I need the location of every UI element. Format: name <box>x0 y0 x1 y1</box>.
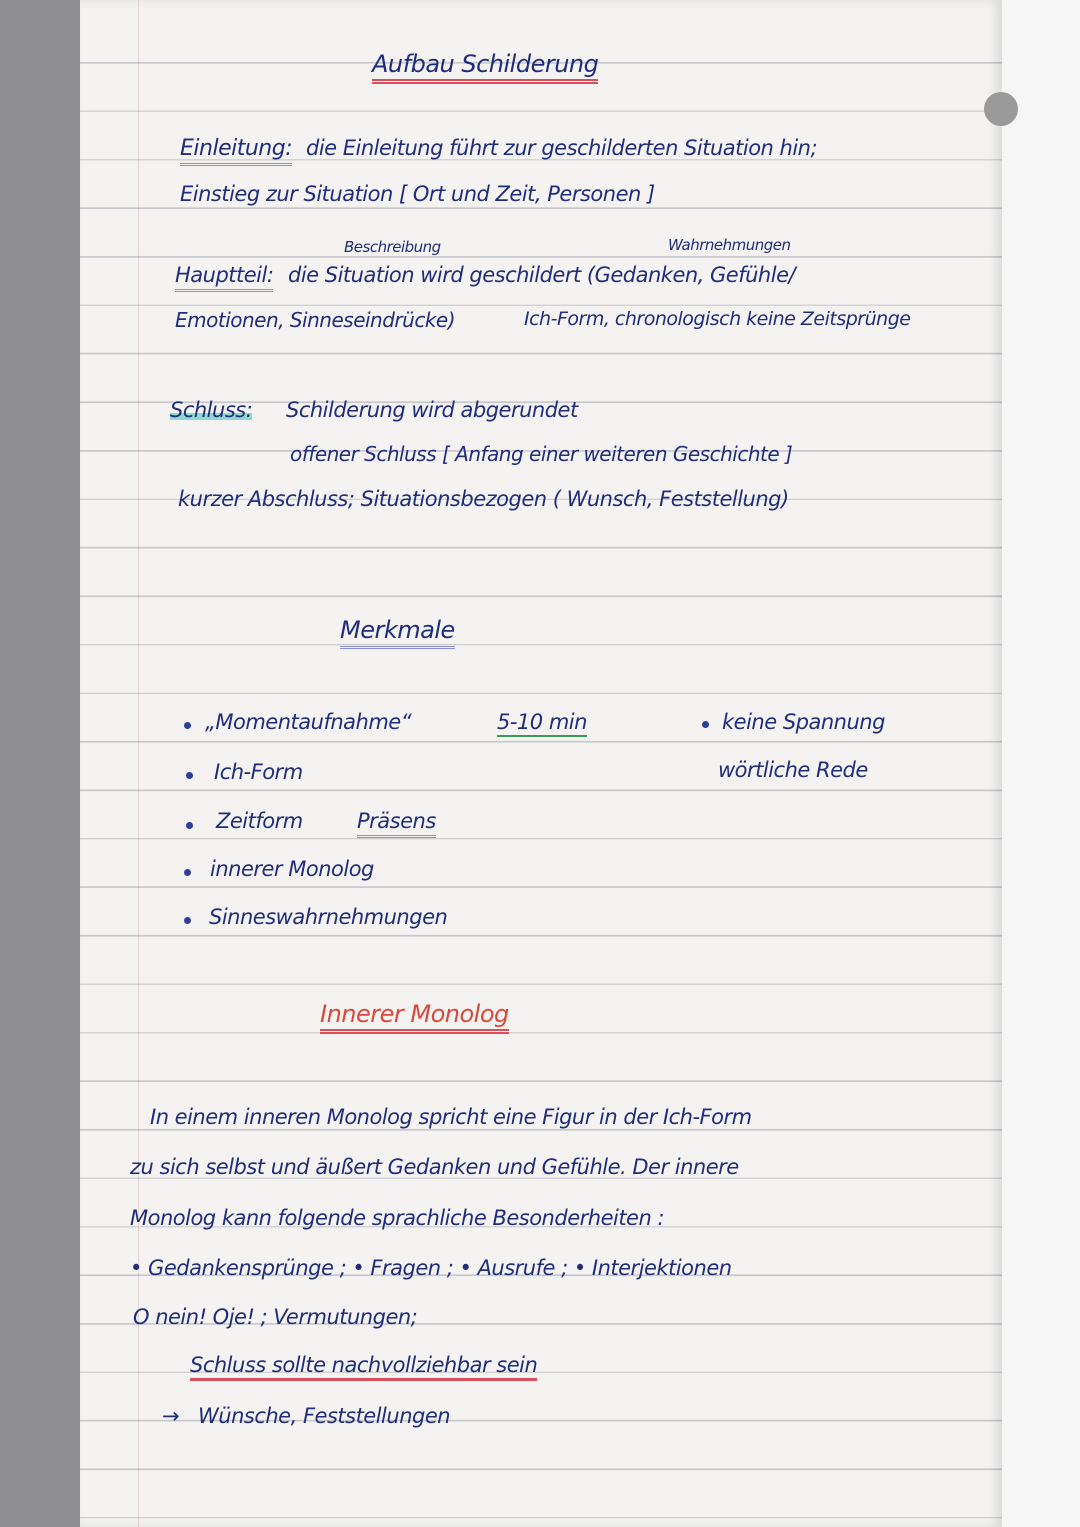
einleitung-line1: die Einleitung führt zur geschilderten Situation hin; <box>306 136 818 160</box>
merkmal-item-5: Sinneswahrnehmungen <box>209 905 448 929</box>
monolog-line5: O nein! Oje! ; Vermutungen; <box>133 1305 418 1329</box>
punch-hole <box>984 92 1018 126</box>
einleitung-line2: Einstieg zur Situation [ Ort und Zeit, Personen ] <box>180 182 655 206</box>
hauptteil-line2a: Emotionen, Sinneseindrücke) <box>175 308 456 332</box>
hauptteil-line1: die Situation wird geschildert (Gedanken, Gefühle/ <box>288 263 796 287</box>
merkmal-duration: 5-10 min <box>497 710 587 737</box>
hauptteil-label: Hauptteil: <box>175 263 273 292</box>
schluss-line3: kurzer Abschluss; Situationsbezogen ( Wunsch, Feststellung) <box>178 487 789 511</box>
bullet-icon <box>184 722 191 729</box>
merkmale-heading: Merkmale <box>340 616 455 649</box>
monolog-line2: zu sich selbst und äußert Gedanken und Gefühle. Der innere <box>130 1155 739 1179</box>
bullet-icon <box>184 917 191 924</box>
schluss-line2: offener Schluss [ Anfang einer weiteren Geschichte ] <box>290 442 793 466</box>
schluss-line1: Schilderung wird abgerundet <box>286 398 578 422</box>
page-title: Aufbau Schilderung <box>372 50 598 84</box>
merkmal-item-3: Zeitform <box>216 809 303 833</box>
monolog-line4: • Gedankensprünge ; • Fragen ; • Ausrufe ; • Interjektionen <box>130 1256 732 1280</box>
merkmal-right-2: wörtliche Rede <box>718 758 868 782</box>
bullet-icon <box>184 869 191 876</box>
merkmal-item-4: innerer Monolog <box>210 857 374 881</box>
margin-line <box>138 0 139 1527</box>
monolog-line7: Wünsche, Feststellungen <box>198 1404 451 1428</box>
merkmal-item-1: „Momentaufnahme“ <box>205 710 412 734</box>
hauptteil-annotation-beschreibung: Beschreibung <box>344 238 441 256</box>
hauptteil-line2b: Ich-Form, chronologisch keine Zeitsprünge <box>524 308 911 330</box>
merkmal-praesens: Präsens <box>357 809 436 838</box>
monolog-heading: Innerer Monolog <box>320 1000 509 1034</box>
bullet-icon <box>186 822 193 829</box>
schluss-label: Schluss: <box>170 398 253 422</box>
arrow-right-icon: → <box>162 1404 180 1428</box>
hauptteil-annotation-wahrnehmungen: Wahrnehmungen <box>668 236 791 254</box>
monolog-line1: In einem inneren Monolog spricht eine Figur in der Ich-Form <box>150 1105 752 1129</box>
monolog-line6: Schluss sollte nachvollziehbar sein <box>190 1353 537 1381</box>
merkmal-right-1: keine Spannung <box>722 710 885 734</box>
background-right <box>1002 0 1080 1527</box>
bullet-icon <box>186 772 193 779</box>
merkmal-item-2: Ich-Form <box>214 760 303 784</box>
einleitung-label: Einleitung: <box>180 136 292 166</box>
bullet-icon <box>702 721 709 728</box>
monolog-line3: Monolog kann folgende sprachliche Besonderheiten : <box>130 1206 665 1230</box>
